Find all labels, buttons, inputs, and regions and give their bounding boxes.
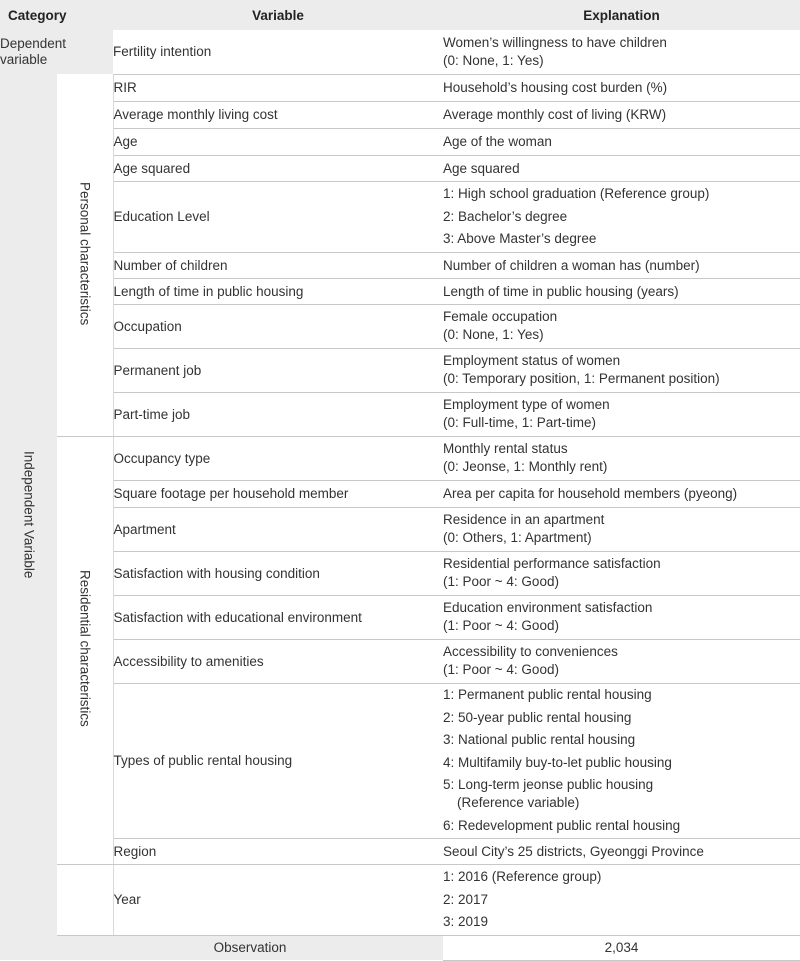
explanation-line: (0: Jeonse, 1: Monthly rent) [443,459,608,474]
explanation-line: Monthly rental status [443,441,568,456]
table-row [0,864,800,935]
independent-category [0,74,57,960]
variable-cell: Fertility intention [113,30,443,74]
explanation-line: Residential performance satisfaction [443,556,661,571]
explanation-line: (1: Poor ~ 4: Good) [443,618,559,633]
table-row [0,101,800,128]
explanation-cell [443,181,800,252]
explanation-cell [443,30,800,74]
explanation-cell [443,864,800,935]
variable-cell: Education Level [113,181,443,252]
variable-cell: Permanent job [113,348,443,392]
header-row [0,0,800,30]
table-row [0,74,800,101]
explanation-line: 1: High school graduation (Reference group) [443,186,710,201]
explanation-line: (0: Others, 1: Apartment) [443,530,592,545]
header-explanation: Explanation [443,0,800,30]
variable-cell: Part-time job [113,392,443,436]
explanation-cell [443,436,800,480]
table-row [0,181,800,252]
table-row [0,436,800,480]
explanation-cell [443,639,800,683]
explanation-cell: Age squared [443,155,800,181]
dependent-category-line2: variable [0,52,48,67]
table-row [0,128,800,155]
explanation-cell: Number of children a woman has (number) [443,252,800,278]
observation-value: 2,034 [443,935,800,960]
explanation-cell: Average monthly cost of living (KRW) [443,101,800,128]
explanation-cell: Household’s housing cost burden (%) [443,74,800,101]
residential-label: Residential characteristics [77,570,93,727]
explanation-line: (1: Poor ~ 4: Good) [443,662,559,677]
explanation-line: Employment type of women [443,397,610,412]
table-row [0,392,800,436]
variable-cell: Length of time in public housing [113,278,443,304]
explanation-line: Accessibility to conveniences [443,644,618,659]
explanation-line: 1: 2016 (Reference group) [443,869,602,884]
table-row [0,480,800,507]
dependent-category-line1: Dependent [0,36,67,51]
variable-cell: Types of public rental housing [113,683,443,838]
explanation-line: 1: Permanent public rental housing [443,687,652,703]
explanation-line: 5: Long-term jeonse public housing [443,777,654,793]
variable-cell: Satisfaction with housing condition [113,551,443,595]
header-category: Category [0,0,113,30]
table-row [0,838,800,864]
table-row [0,304,800,348]
explanation-line: Employment status of women [443,353,621,368]
variable-cell: Age squared [113,155,443,181]
personal-label: Personal characteristics [77,181,93,325]
residential-group [57,436,113,864]
explanation-line: 6: Redevelopment public rental housing [443,817,681,833]
explanation-line: (1: Poor ~ 4: Good) [443,574,559,589]
personal-group [57,74,113,436]
explanation-line: 3: Above Master’s degree [443,231,597,246]
table-row [0,252,800,278]
variable-cell: Year [113,864,443,935]
year-group [57,864,113,935]
variable-cell: Satisfaction with educational environment [113,595,443,639]
variable-cell: Occupancy type [113,436,443,480]
explanation-line: Female occupation [443,309,558,324]
explanation-line: 2: 50-year public rental housing [443,709,632,725]
table-row [0,348,800,392]
explanation-cell: Length of time in public housing (years) [443,278,800,304]
explanation-cell: Area per capita for household members (pyeong) [443,480,800,507]
explanation-cell [443,595,800,639]
table-row [0,507,800,551]
explanation-line: 4: Multifamily buy-to-let public housing [443,754,672,770]
explanation-line: 2: 2017 [443,891,489,907]
explanation-line: (0: Full-time, 1: Part-time) [443,415,597,430]
explanation-line: Residence in an apartment [443,512,605,527]
independent-label: Independent Variable [21,451,37,579]
explanation-line: (0: Temporary position, 1: Permanent position) [443,371,720,386]
explanation-cell [443,348,800,392]
observation-row [0,935,800,960]
table-row [0,155,800,181]
explanation-line: (0: None, 1: Yes) [443,327,544,342]
variable-cell: Region [113,838,443,864]
explanation-line: 3: National public rental housing [443,732,636,748]
explanation-cell: Age of the woman [443,128,800,155]
explanation-line: (Reference variable) [457,795,580,811]
variable-cell: Number of children [113,252,443,278]
table-row [0,278,800,304]
dependent-category [0,30,113,74]
table-row [0,639,800,683]
explanation-cell [443,304,800,348]
variable-cell: Square footage per household member [113,480,443,507]
explanation-cell [443,551,800,595]
explanation-line: (0: None, 1: Yes) [443,52,544,68]
explanation-line: Women’s willingness to have children [443,34,667,50]
variable-cell: Occupation [113,304,443,348]
explanation-cell [443,392,800,436]
explanation-cell: Seoul City’s 25 districts, Gyeonggi Province [443,838,800,864]
table-row [0,551,800,595]
variable-cell: Accessibility to amenities [113,639,443,683]
observation-label: Observation [57,935,443,960]
header-variable: Variable [113,0,443,30]
variable-cell: Age [113,128,443,155]
variable-cell: Average monthly living cost [113,101,443,128]
variable-cell: Apartment [113,507,443,551]
explanation-cell [443,683,800,838]
explanation-cell [443,507,800,551]
variable-cell: RIR [113,74,443,101]
table-row [0,595,800,639]
explanation-line: 2: Bachelor’s degree [443,208,568,224]
explanation-line: 3: 2019 [443,914,489,929]
dependent-row [0,30,800,74]
table-row [0,683,800,838]
explanation-line: Education environment satisfaction [443,600,653,615]
